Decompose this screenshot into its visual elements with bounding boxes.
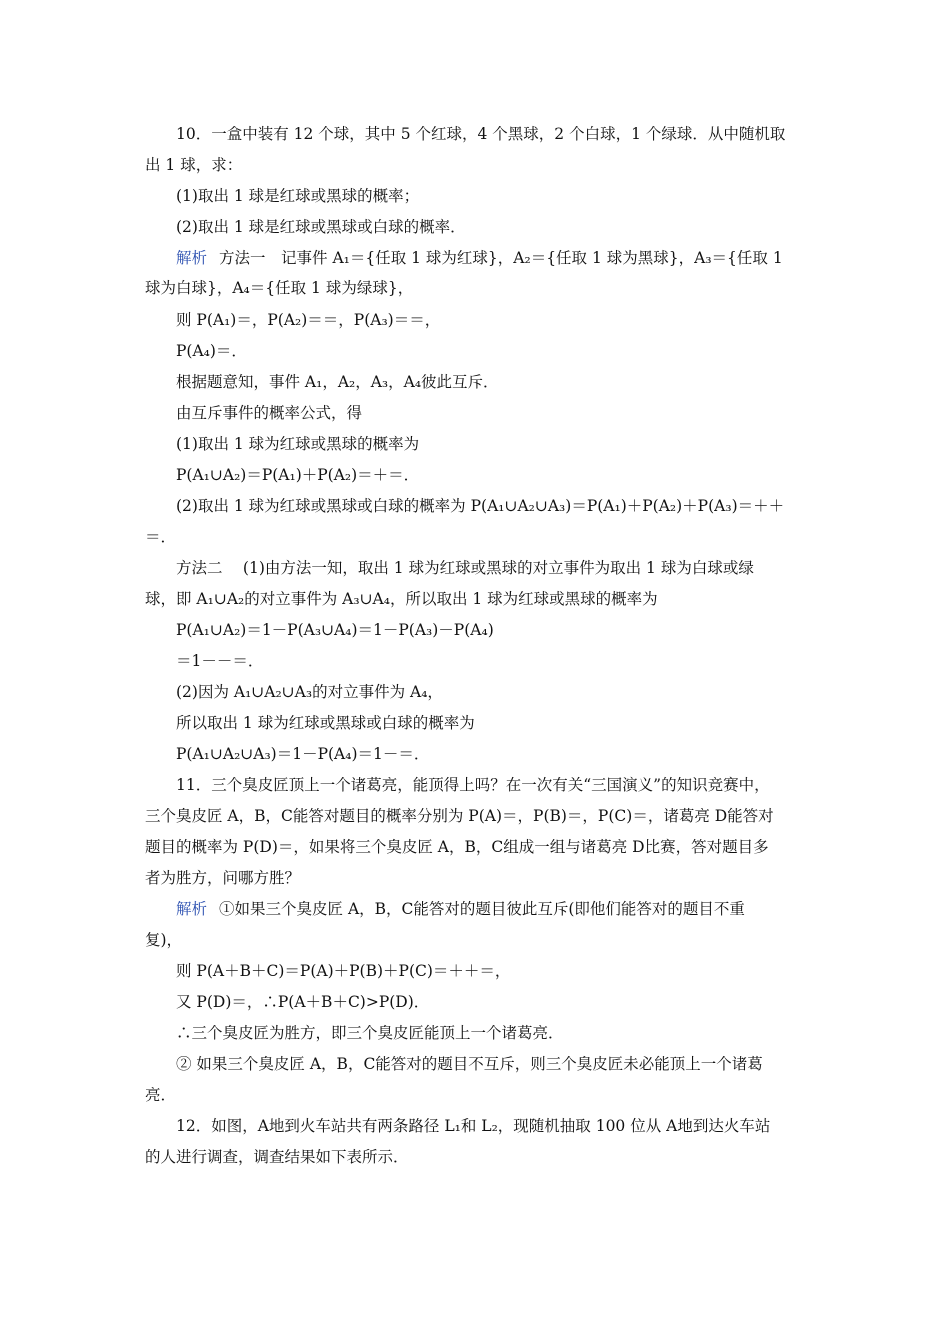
probability-line: 则 P(A₁)＝，P(A₂)＝＝，P(A₃)＝＝， [176, 311, 441, 329]
method-2-equation-3: P(A₁∪A₂∪A₃)＝1－P(A₄)＝1－＝． [176, 745, 430, 763]
problem-11-case-2: ② 如果三个臭皮匠 A，B，C能答对的题目不互斥，则三个臭皮匠未必能顶上一个诸葛 [176, 1055, 763, 1073]
problem-11-statement-4: 者为胜方，问哪方胜？ [145, 869, 301, 887]
answer-2-line: (2)取出 1 球为红球或黑球或白球的概率为 P(A₁∪A₂∪A₃)＝P(A₁)＋P(A₂)＋P(A₃)＝＋＋ [176, 497, 785, 515]
solution-label: 解析 [176, 249, 208, 267]
method-1-text: 方法一 记事件 A₁＝{任取 1 球为红球}，A₂＝{任取 1 球为黑球}，A₃＝{任取 1 [219, 249, 783, 267]
solution-label: 解析 [176, 900, 208, 918]
problem-11-conclusion: ∴三个臭皮匠为胜方，即三个臭皮匠能顶上一个诸葛亮． [176, 1024, 564, 1042]
method-2-equation-2: ＝1－－＝． [176, 652, 264, 670]
probability-line-a4: P(A₄)＝． [176, 342, 247, 360]
method-1-line [176, 247, 783, 269]
formula-intro: 由互斥事件的概率公式，得 [176, 404, 363, 422]
problem-11-solution-cont: 复)， [145, 931, 183, 949]
method-2-line: 方法二 (1)由方法一知，取出 1 球为红球或黑球的对立事件为取出 1 球为白球或绿 [176, 559, 754, 577]
problem-12-statement: 12．如图，A地到火车站共有两条路径 L₁和 L₂，现随机抽取 100 位从 A地到达火车站 [176, 1117, 771, 1135]
mutually-exclusive-note: 根据题意知，事件 A₁，A₂，A₃，A₄彼此互斥． [176, 373, 499, 391]
answer-1-title: (1)取出 1 球为红球或黑球的概率为 [176, 435, 420, 453]
problem-11-comparison: 又 P(D)＝，∴P(A＋B＋C)>P(D)． [176, 993, 430, 1011]
problem-10-statement-cont: 出 1 球，求： [145, 156, 243, 174]
problem-11-statement: 11．三个臭皮匠顶上一个诸葛亮，能顶得上吗？在一次有关“三国演义”的知识竞赛中， [176, 776, 770, 794]
question-2: (2)取出 1 球是红球或黑球或白球的概率． [176, 218, 466, 236]
problem-11-equation: 则 P(A＋B＋C)＝P(A)＋P(B)＋P(C)＝＋＋＝， [176, 962, 511, 980]
problem-12-statement-cont: 的人进行调查，调查结果如下表所示． [145, 1148, 409, 1166]
answer-1-equation: P(A₁∪A₂)＝P(A₁)＋P(A₂)＝＋＝． [176, 466, 420, 484]
method-2-line-cont: 球，即 A₁∪A₂的对立事件为 A₃∪A₄，所以取出 1 球为红球或黑球的概率为 [145, 590, 658, 608]
method-2-part-2: (2)因为 A₁∪A₂∪A₃的对立事件为 A₄， [176, 683, 443, 701]
problem-11-case-2-cont: 亮． [145, 1086, 177, 1104]
method-2-part-2-cont: 所以取出 1 球为红球或黑球或白球的概率为 [176, 714, 475, 732]
method-1-line-cont: 球为白球}，A₄＝{任取 1 球为绿球}， [145, 279, 414, 297]
problem-11-statement-3: 题目的概率为 P(D)＝，如果将三个臭皮匠 A，B，C组成一组与诸葛亮 D比赛，答对题目多 [145, 838, 769, 856]
problem-11-solution-line [176, 898, 745, 920]
question-1: (1)取出 1 球是红球或黑球的概率； [176, 187, 420, 205]
problem-11-solution-text: ①如果三个臭皮匠 A，B，C能答对的题目彼此互斥(即他们能答对的题目不重 [219, 900, 745, 918]
problem-10-statement: 10．一盒中装有 12 个球，其中 5 个红球，4 个黑球，2 个白球，1 个绿球．从中随机取 [176, 125, 786, 143]
problem-11-statement-2: 三个臭皮匠 A，B，C能答对题目的概率分别为 P(A)＝，P(B)＝，P(C)＝，诸葛亮 D能答对 [145, 807, 774, 825]
method-2-equation-1: P(A₁∪A₂)＝1－P(A₃∪A₄)＝1－P(A₃)－P(A₄) [176, 621, 494, 639]
answer-2-line-cont: ＝． [145, 528, 177, 546]
